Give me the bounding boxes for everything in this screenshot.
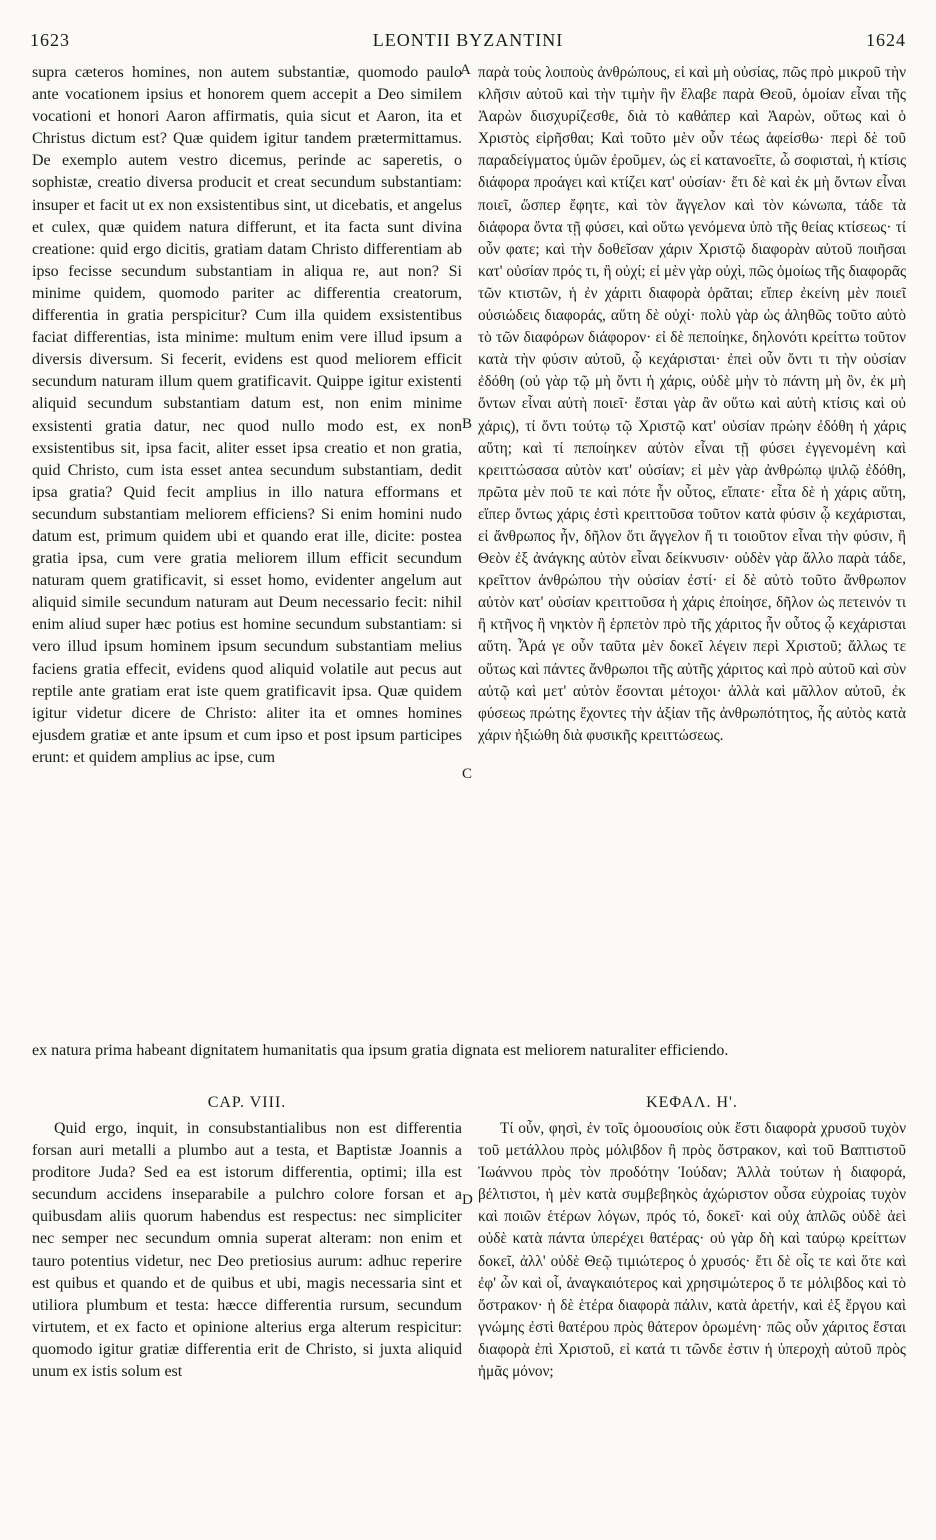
column-marker-b: B — [462, 416, 473, 432]
latin-paragraph-1: supra cæteros homines, non autem substantiæ, quomodo paulo ante vocationem ipsius et honorem quem accepit a Deo similem vocationi et honori Aaron affirmatis, quia sicut et Aaron, ita et Christus dictum est? Quæ quidem igitur tandem prætermittamus. De exemplo autem vestro dicemus, perinde ac saperetis, o sophistæ, creatio diversa producit et creat secundum substantiam: insuper et facit ut ex non exsistentibus sint, ut dicebatis, et angelus et culex, quæ quidem natura differunt, et ita facta sunt divina creatione: quid ergo dicitis, gratiam datam Christo differentiam ab ipso fecisse secundum substantiam in aliqua re, aut non? Si minime quidem, quomodo pariter ac differentia creatorum, differentia in gratia perspicitur? Cum illa quidem exsistentibus faciat differentias, ista minime: multum enim vere illud ipsum a diversis diversum. Si fecerit, evidens est quod meliorem efficit secundum naturam illum quem gratificavit. Quippe igitur existenti aliquid secundum substantiam datum est, non enim minime exsistenti gratia datur, nec quod nullo modo est, ex non exsistentibus sit, ipsa facit, aliter esset ipsa creatio et non gratia, quid Christo, cum ista esset antea secundum substantiam, dedit ipsa gratia? Quid fecit amplius in illo natura efformans et secundum substantiam meliorem efficiens? Si enim homini nudo datum est, primum quidem ubi et quando erat ille, dicite: postea gratia ipsa, cum vere gratia meliorem illum efficit secundum naturam quem gratificavit, si esset homo, evidenter angelum aut aliquid simile secundum naturam aut Deum necessario fecit: nihil enim aliud super hæc potius est homine secundum substantiam: si vero illud ipsum hominem ipsum secundum substantiam melius faciens gratia effecit, evidens quod aliquid volatile aut pecus aut reptile ante gratiam erat iste quem gratificavit ipsa. Quæ quidem igitur videtur dicere de Christo: aliter ita et omnes homines ejusdem gratiæ et ante ipsum et cum ipso et post ipsum participes erunt: et quidem amplius ac ipse, cum — [32, 64, 462, 766]
running-title: LEONTII BYZANTINI — [372, 30, 564, 50]
latin-fullwidth-line: ex natura prima habeant dignitatem humanitatis qua ipsum gratia dignata est meliorem naturaliter efficiendo. — [32, 1042, 729, 1059]
latin-column-1 — [32, 62, 462, 1040]
chapter-heading-latin: CAP. VIII. — [207, 1094, 287, 1111]
latin-column-2 — [32, 1118, 462, 1514]
latin-paragraph-2: Quid ergo, inquit, in consubstantialibus non est differentia forsan auri metalli a plumbo aut a testa, et Baptistæ Joannis a proditore Juda? Sed ea est istorum differentia, optimi; illa est secundum accidens inseparabile a pulchro colore forsan et a quibusdam aliis quorum habendus est respectus: nec simpliciter nec semper nec secundum omnia superat alteram: non enim et tauro potentius videtur, nec Deo pretiosius aurum: adhuc reperire est quibus et quando et de quibus et ubi, magis necessaria sint et utiliora plumbum et testa: hæcce differentia rursum, secundum virtutem, et ex facto et opinione alterius erga alterum respicitur: quomodo igitur gratiæ differentia erit de Christo, si juxta aliquid unum ex istis solum est — [32, 1120, 462, 1381]
greek-chapter-block — [478, 1092, 906, 1116]
chapter-heading-greek: ΚΕΦΑΛ. Η'. — [646, 1094, 738, 1111]
column-marker-a: A — [460, 62, 471, 78]
latin-chapter-block — [32, 1092, 462, 1116]
greek-column-1 — [478, 62, 906, 1040]
greek-paragraph-2: Τί οὖν, φησὶ, ἐν τοῖς ὁμοουσίοις οὐκ ἔστι διαφορὰ χρυσοῦ τυχὸν τοῦ μετάλλου πρὸς μόλιβδον ἢ πρὸς ὄστρακον, καὶ τοῦ Βαπτιστοῦ Ἰωάννου πρὸς τὸν προδότην Ἰούδαν; Ἀλλὰ τούτων ἡ διαφορά, βέλτιστοι, ἡ μὲν κατὰ συμβεβηκὸς ἀχώριστον οὖσα εὐχροίας τυχὸν καὶ ποιῶν ἑτέρων λόγων, πρός τό, δοκεῖ· καὶ οὐχ ἁπλῶς οὐδὲ ἀεὶ οὐδὲ κατὰ πάντα ὑπερέχει θατέρας· οὐ γὰρ δὴ καὶ ταύρῳ κρείττων δοκεῖ, ἀλλ' οὐδὲ Θεῷ τιμιώτερος ὁ χρυσός· ἔτι δὲ οἷς τε καὶ ὅτε καὶ ἐφ' ὧν καὶ οἷ, ἀναγκαιότερος καὶ χρησιμώτερος ὅ τε μόλιβδος καὶ τὸ ὄστρακον· ἡ δὲ ἑτέρα διαφορὰ πάλιν, κατὰ ἀρετήν, καὶ ἐξ ἔργου καὶ γνώμης ἐστὶ θατέρου πρὸς θάτερον ὁρωμένη· πῶς οὖν χάριτος ἔσται διαφορὰ ἐπὶ Χριστοῦ, εἰ κατά τι τῶνδε ἐστιν ἡ ὑπεροχὴ αὐτοῦ πρὸς ἡμᾶς μόνον; — [478, 1120, 906, 1381]
page-number-right: 1624 — [866, 30, 906, 50]
column-marker-d: D — [462, 1192, 473, 1208]
page-number-left: 1623 — [30, 30, 70, 50]
greek-paragraph-1: παρὰ τοὺς λοιποὺς ἀνθρώπους, εἰ καὶ μὴ οὐσίας, πῶς πρὸ μικροῦ τὴν κλῆσιν αὐτοῦ καὶ τὴν τιμὴν ἣν ἔλαβε παρὰ Θεοῦ, ὁμοίαν εἶναι τῆς Ἀαρὼν διισχυρίζεσθε, διὰ τὸ καθάπερ καὶ Ἀαρὼν, οὕτως καὶ ὁ Χριστὸς εἰρῆσθαι; Καὶ τοῦτο μὲν οὖν τέως ἀφείσθω· περὶ δὲ τοῦ παραδείγματος ὑμῶν ἐροῦμεν, ὡς εἰ κατανοεῖτε, ὦ σοφισταὶ, ἡ κτίσις διάφορα προάγει καὶ κτίζει κατ' οὐσίαν· ἔτι δὲ καὶ ἐκ μὴ ὄντων εἶναι ποιεῖ, ὥσπερ ἔφητε, καὶ τὸν ἄγγελον καὶ τὸν κώνωπα, τάδε τὰ διάφορα ὄντα τῇ φύσει, καὶ οὕτω γενόμενα ὑπὸ τῆς θείας κτίσεως· τί οὖν φατε; καὶ τὴν δοθεῖσαν χάριν Χριστῷ διαφορὰν αὐτοῦ ποιῆσαι κατ' οὐσίαν πρός τι, ἢ οὐχί; εἰ μὲν γὰρ οὐχὶ, πῶς ὁμοίως τῆς διαφορᾶς τῶν κτιστῶν, ἡ ἐν χάριτι διαφορὰ ὁρᾶται; εἴπερ ἐκείνη μὲν ποιεῖ οὐσιώδεις διαφοράς, αὕτη δὲ οὐχί· πολὺ γὰρ ὡς ἀληθῶς τοῦτο αὐτὸ τὸ τῶν διαφόρων διάφορον· εἰ δὲ πεποίηκε, δηλονότι κρείττω τοῦτον κατὰ τὴν φύσιν αὐτοῦ, ᾧ κεχάρισται· ἐπεὶ οὖν ὄντι τι τὴν οὐσίαν ἐδόθη (οὐ γὰρ τῷ μὴ ὄντι ἡ χάρις, οὐδὲ μὴν τὸ πάντη μὴ ὂν, ἐκ μὴ ὄντων εἶναι αὐτὴ ποιεῖ· ἔσται γὰρ ἂν οὕτω καὶ αὐτὴ κτίσις καὶ οὐ χάρις), τί ὄντι τούτῳ τῷ Χριστῷ κατ' οὐσίαν πρώην ἐδόθη ἡ χάρις αὕτη; καὶ τί πεποίηκεν αὐτὸν εἶναι τῇ φύσει ἐγγενομένη καὶ κρειττώσασα αὐτὸν κατ' οὐσίαν; εἰ μὲν γὰρ ἀνθρώπῳ ψιλῷ ἐδόθη, πρῶτα μὲν ποῦ τε καὶ πότε ἦν οὗτος, εἴπατε· εἶτα δὲ ἡ χάρις αὕτη, εἴπερ ὄντως χάρις ἐστὶ κρειττοῦσα τοῦτον κατὰ φύσιν ᾧ κεχάρισται, εἰ ἄνθρωπος ἦν, δῆλον ὅτι ἄγγελον ἤ τι τοιοῦτον εἶναι τὴν φύσιν, ἢ Θεὸν ἐξ ἀνάγκης αὐτὸν εἶναι δείκνυσιν· οὐδὲν γὰρ ἄλλο παρὰ τάδε, κρεῖττον ἀνθρώπου τὴν οὐσίαν ἐστί· εἰ δὲ αὐτὸ τοῦτο ἄνθρωπον αὐτὸν κατ' οὐσίαν κρειττοῦσα ἡ χάρις ἐποίησε, δῆλον ὡς πετεινόν τι ἢ κτῆνος ἢ νηκτὸν ἢ ἑρπετὸν πρὸ τῆς χάριτος ἦν οὗτος ᾧ κεχάρισται αὕτη. Ἆρά γε οὖν ταῦτα μὲν δοκεῖ λέγειν περὶ Χριστοῦ; ἄλλως τε οὕτως καὶ πάντες ἄνθρωποι τῆς αὐτῆς χάριτος καὶ πρὸ αὐτοῦ καὶ σὺν αὐτῷ καὶ μετ' αὐτὸν ἔσονται μέτοχοι· ἀλλὰ καὶ μᾶλλον αὐτοῦ, ἐκ φύσεως πρώτης ἔχοντες τὴν ἀξίαν τῆς ἀνθρωπότητος, ἧς αὐτὸς κατὰ χάριν ἠξιώθη διὰ φυσικῆς κρειττώσεως. — [478, 64, 906, 744]
page-header — [30, 30, 906, 56]
greek-column-2 — [478, 1118, 906, 1514]
column-marker-c: C — [462, 766, 473, 782]
